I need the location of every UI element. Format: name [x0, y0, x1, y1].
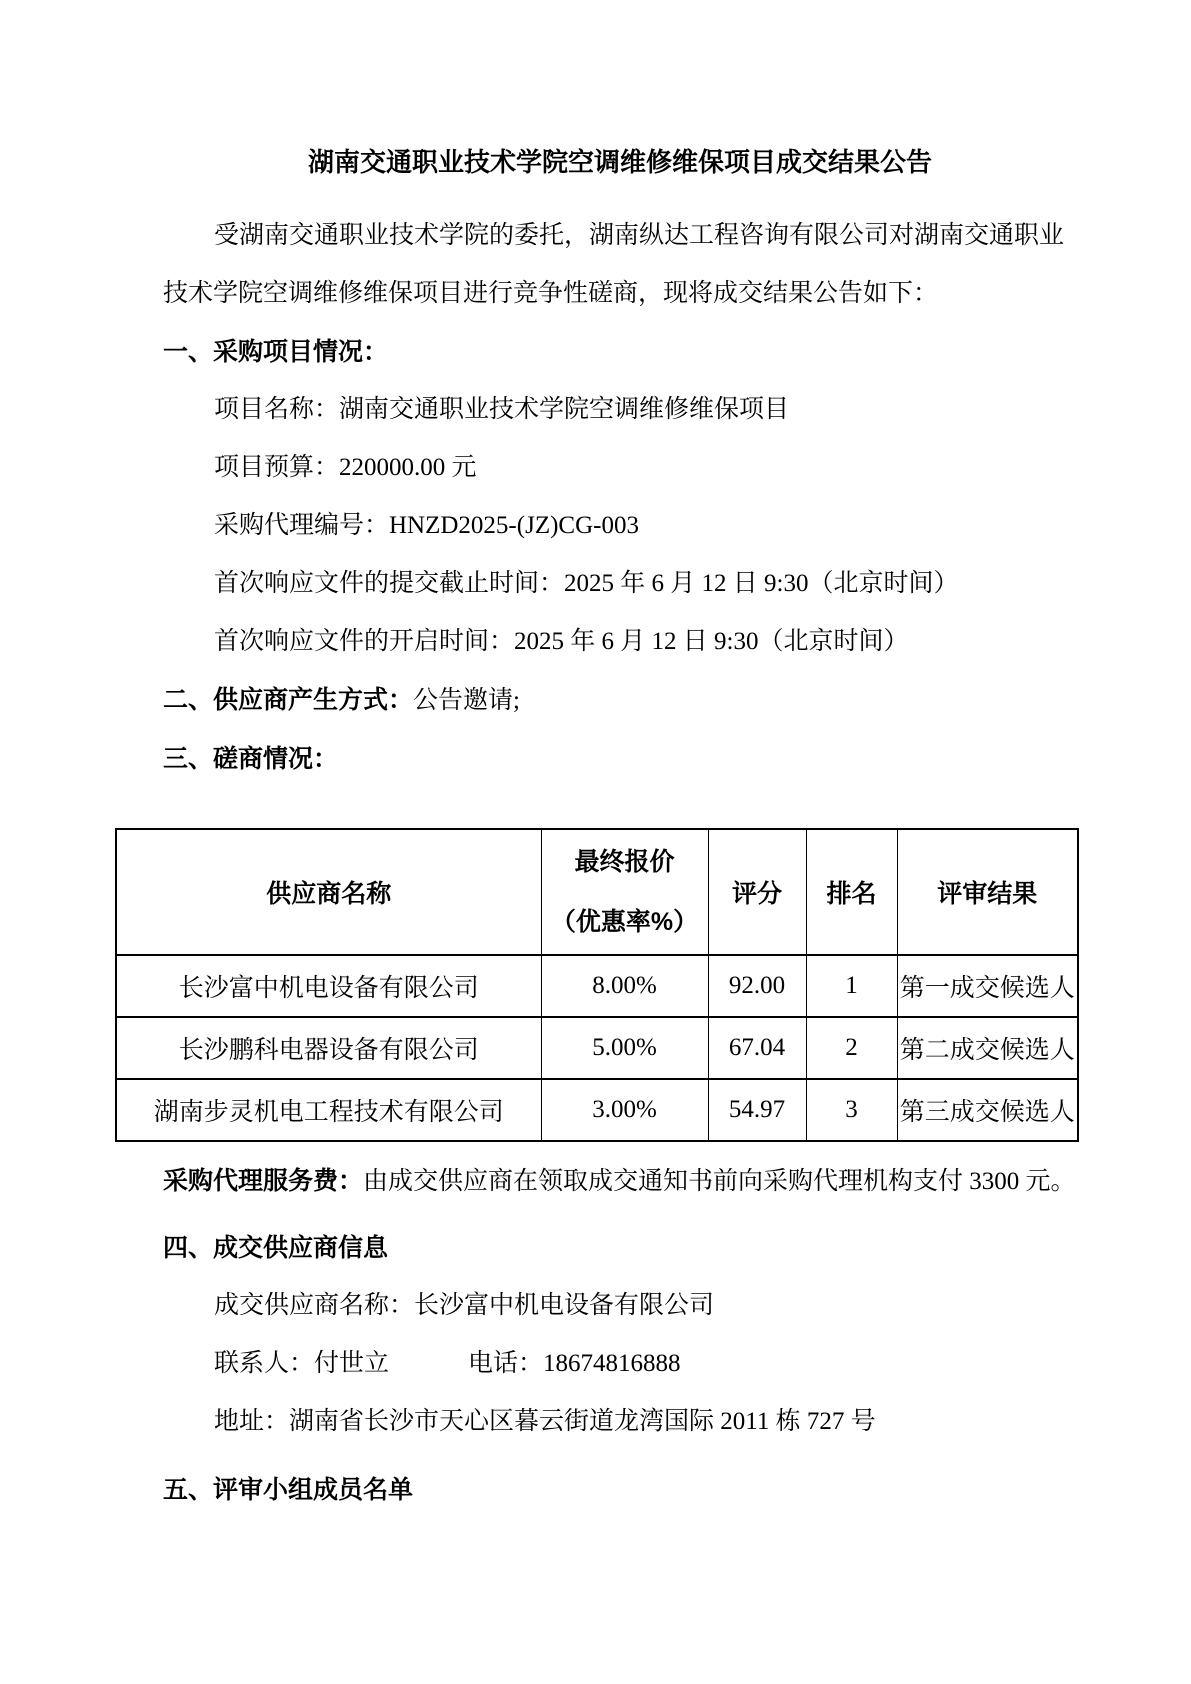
opening-time-line: 首次响应文件的开启时间：2025 年 6 月 12 日 9:30（北京时间）: [214, 628, 909, 655]
page-title: 湖南交通职业技术学院空调维修维保项目成交结果公告: [307, 147, 932, 177]
cell-review-result: 第二成交候选人: [897, 1017, 1078, 1079]
cell-review-result: 第三成交候选人: [897, 1079, 1078, 1141]
cell-supplier-name: 湖南步灵机电工程技术有限公司: [116, 1079, 541, 1141]
header-final-quote-line2: （优惠率%）: [550, 908, 699, 936]
intro-paragraph: [163, 207, 1077, 323]
cell-score: 67.04: [708, 1017, 806, 1079]
winning-supplier-line: 成交供应商名称：长沙富中机电设备有限公司: [214, 1292, 715, 1319]
header-score: 评分: [708, 829, 806, 955]
header-final-quote-line1: 最终报价: [574, 848, 675, 876]
contact-line: [163, 1335, 1077, 1393]
cell-supplier-name: 长沙鹏科电器设备有限公司: [116, 1017, 541, 1079]
section-2-heading: [163, 671, 1077, 730]
header-rank: 排名: [806, 829, 897, 955]
header-final-quote: [541, 829, 708, 955]
contact-phone: 电话：18674816888: [468, 1350, 681, 1377]
cell-final-quote: 3.00%: [541, 1079, 708, 1141]
cell-final-quote: 5.00%: [541, 1017, 708, 1079]
intro-line-2: 技术学院空调维修维保项目进行竞争性磋商，现将成交结果公告如下：: [163, 280, 939, 307]
intro-line-1: 受湖南交通职业技术学院的委托，湖南纵达工程咨询有限公司对湖南交通职业: [214, 222, 1065, 249]
cell-score: 54.97: [708, 1079, 806, 1141]
agency-code-line: 采购代理编号：HNZD2025-(JZ)CG-003: [214, 512, 639, 539]
header-review-result: 评审结果: [897, 829, 1078, 955]
table-row: [116, 955, 1078, 1017]
cell-final-quote: 8.00%: [541, 955, 708, 1017]
address-line: 地址：湖南省长沙市天心区暮云街道龙湾国际 2011 栋 727 号: [214, 1408, 876, 1435]
table-row: [116, 1017, 1078, 1079]
header-supplier-name: 供应商名称: [116, 829, 541, 955]
submission-deadline-line: 首次响应文件的提交截止时间：2025 年 6 月 12 日 9:30（北京时间）: [214, 570, 959, 597]
section-1-heading: 一、采购项目情况：: [163, 338, 389, 366]
cell-rank: 2: [806, 1017, 897, 1079]
section-3-heading: 三、磋商情况：: [163, 745, 339, 773]
table-row: [116, 1079, 1078, 1141]
contact-person: 联系人：付世立: [214, 1350, 390, 1377]
section-2-value: 公告邀请;: [413, 687, 520, 714]
table-header-row: [116, 829, 1078, 955]
agency-fee-note: [163, 1152, 1077, 1211]
cell-supplier-name: 长沙富中机电设备有限公司: [116, 955, 541, 1017]
section-5-heading: 五、评审小组成员名单: [163, 1476, 414, 1504]
section-2-label: 二、供应商产生方式：: [163, 686, 414, 714]
cell-score: 92.00: [708, 955, 806, 1017]
section-4-heading: 四、成交供应商信息: [163, 1234, 389, 1262]
agency-fee-label: 采购代理服务费：: [163, 1167, 364, 1195]
negotiation-table: [115, 828, 1079, 1142]
project-name-line: 项目名称：湖南交通职业技术学院空调维修维保项目: [214, 396, 790, 423]
agency-fee-text: 由成交供应商在领取成交通知书前向采购代理机构支付 3300 元。: [363, 1168, 1076, 1195]
cell-rank: 1: [806, 955, 897, 1017]
cell-review-result: 第一成交候选人: [897, 955, 1078, 1017]
project-budget-line: 项目预算：220000.00 元: [214, 454, 477, 481]
cell-rank: 3: [806, 1079, 897, 1141]
